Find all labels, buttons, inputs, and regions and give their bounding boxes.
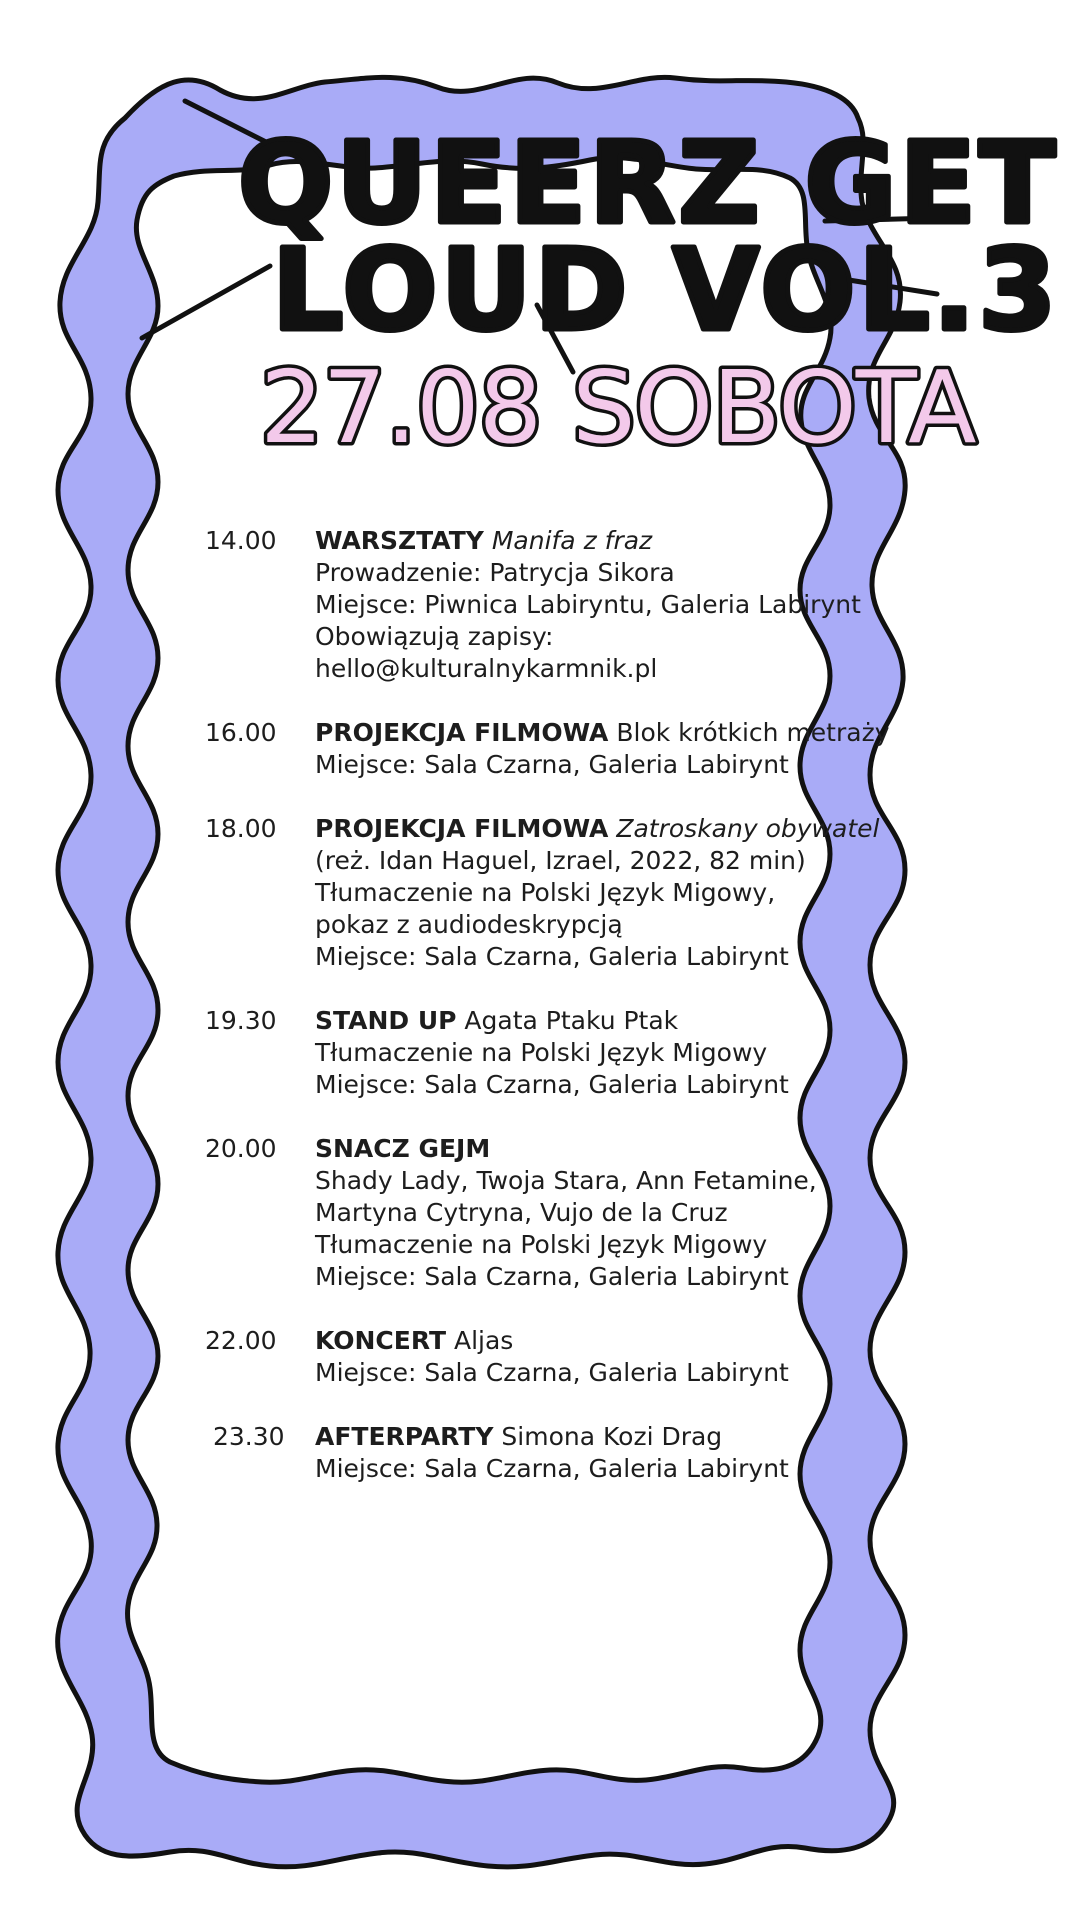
event-title: Agata Ptaku Ptak [464,1006,679,1035]
event-description [315,1005,905,1101]
event-date: 27.08 SOBOTA [260,349,976,466]
event-title: Simona Kozi Drag [501,1422,723,1451]
event-category: AFTERPARTY [315,1422,494,1451]
event-time: 20.00 [205,1134,277,1163]
event-category: WARSZTATY [315,526,484,555]
event-time: 16.00 [205,718,277,747]
event-detail: Tłumaczenie na Polski Język Migowy, [315,878,776,907]
event-title: Manifa z fraz [491,526,653,555]
event-time: 23.30 [213,1422,285,1451]
event-detail: Martyna Cytryna, Vujo de la Cruz [315,1198,728,1227]
event-detail: Miejsce: Sala Czarna, Galeria Labirynt [315,1358,789,1387]
event-time: 19.30 [205,1006,277,1035]
event-category: STAND UP [315,1006,457,1035]
event-description [315,1325,905,1389]
schedule-item-film-short [205,717,905,781]
event-time: 22.00 [205,1326,277,1355]
schedule-item-workshop [205,525,905,685]
title-line-1: QUEERZ GET [238,119,1059,249]
event-description [315,1421,905,1485]
event-category: SNACZ GEJM [315,1134,491,1163]
event-description [315,1133,905,1293]
event-description [315,525,905,685]
event-detail: Miejsce: Sala Czarna, Galeria Labirynt [315,1070,789,1099]
event-detail: Tłumaczenie na Polski Język Migowy [315,1230,768,1259]
event-detail: Tłumaczenie na Polski Język Migowy [315,1038,768,1067]
event-title: Zatroskany obywatel [616,814,880,843]
event-detail: Miejsce: Sala Czarna, Galeria Labirynt [315,750,789,779]
event-category: KONCERT [315,1326,447,1355]
event-detail: (reż. Idan Haguel, Izrael, 2022, 82 min) [315,846,806,875]
schedule-item-concert [205,1325,905,1389]
schedule-item-film-feature [205,813,905,973]
event-time: 18.00 [205,814,277,843]
event-title: Aljas [453,1326,514,1355]
schedule-item-snacz-gejm [205,1133,905,1293]
event-heading [315,813,905,845]
event-heading [315,1133,905,1165]
event-title: Blok krótkich metraży [616,718,890,747]
event-email: hello@kulturalnykarmnik.pl [315,654,658,683]
event-description [315,717,905,781]
event-heading [315,1325,905,1357]
schedule-item-afterparty [205,1421,905,1485]
event-heading [315,525,905,557]
event-category: PROJEKCJA FILMOWA [315,718,609,747]
event-detail: Prowadzenie: Patrycja Sikora [315,558,675,587]
title-line-2: LOUD VOL.3 [272,226,1060,356]
event-detail: pokaz z audiodeskrypcją [315,910,623,939]
poster-title-graphic [0,0,1080,470]
event-category: PROJEKCJA FILMOWA [315,814,609,843]
event-time: 14.00 [205,526,277,555]
event-heading [315,1421,905,1453]
schedule-item-stand-up [205,1005,905,1101]
event-heading [315,717,905,749]
event-detail: Miejsce: Sala Czarna, Galeria Labirynt [315,942,789,971]
event-heading [315,1005,905,1037]
radiating-line-icon [142,266,270,338]
event-description [315,813,905,973]
event-schedule [205,525,905,1517]
event-detail: Miejsce: Piwnica Labiryntu, Galeria Labirynt [315,590,861,619]
event-detail: Miejsce: Sala Czarna, Galeria Labirynt [315,1262,789,1291]
event-detail: Shady Lady, Twoja Stara, Ann Fetamine, [315,1166,817,1195]
event-detail: Miejsce: Sala Czarna, Galeria Labirynt [315,1454,789,1483]
event-detail: Obowiązują zapisy: [315,622,554,651]
